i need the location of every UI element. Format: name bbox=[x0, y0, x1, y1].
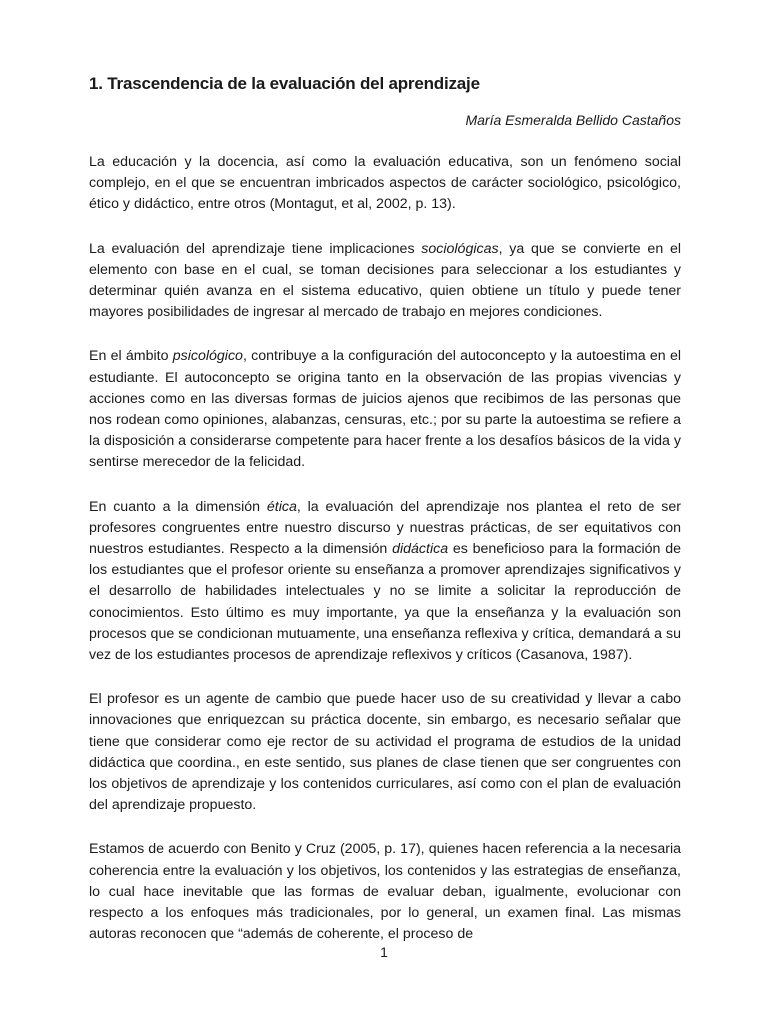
text-run: , ya que se convierte en el elemento con base en el cual, se toman decisiones para seleccionar a los estudiantes y determinar quién avanza en el sistema educativo, quien obtiene un título y puede tener mayores posibilidades de ingresar al mercado de trabajo en mejores condiciones. bbox=[89, 240, 681, 321]
italic-term: ética bbox=[266, 498, 297, 515]
italic-term: didáctica bbox=[392, 541, 449, 558]
body-paragraph bbox=[89, 239, 681, 324]
text-run: Estamos de acuerdo con Benito y Cruz (2005, p. 17), quienes hacen referencia a la necesaria coherencia entre la evaluación y los objetivos, los contenidos y las estrategias de enseñanza, lo cual hace inevitable que las formas de evaluar deban, igualmente, evolucionar con respecto a los enfoques más tradicionales, por lo general, un examen final. Las mismas autoras reconocen que “además de coherente, el proceso de bbox=[89, 841, 681, 943]
document-author: María Esmeralda Bellido Castaños bbox=[465, 112, 681, 128]
text-run: En el ámbito bbox=[89, 348, 173, 365]
document-title: 1. Trascendencia de la evaluación del aprendizaje bbox=[89, 74, 480, 93]
italic-term: psicológico bbox=[172, 348, 243, 365]
document-body bbox=[89, 152, 681, 946]
body-paragraph bbox=[89, 689, 681, 816]
text-run: La educación y la docencia, así como la evaluación educativa, son un fenómeno social complejo, en el que se encuentran imbricados aspectos de carácter sociológico, psicológico, ético y didáctico, entre otros (Montagut, et al, 2002, p. 13). bbox=[89, 154, 681, 213]
text-run: es beneficioso para la formación de los estudiantes que el profesor oriente su enseñanza a promover aprendizajes significativos y el desarrollo de habilidades intelectuales y no se limite a solicitar la reproducción de conocimientos. Esto último es muy importante, ya que la enseñanza y la evaluación son procesos que se condicionan mutuamente, una enseñanza reflexiva y crítica, demandará a su vez de los estudiantes procesos de aprendizaje reflexivos y críticos (Casanova, 1987). bbox=[89, 541, 681, 664]
text-run: El profesor es un agente de cambio que puede hacer uso de su creatividad y llevar a cabo innovaciones que enriquezcan su práctica docente, sin embargo, es necesario señalar que tiene que considerar como eje rector de su actividad el programa de estudios de la unidad didáctica que coordina., en este sentido, sus planes de clase tienen que ser congruentes con los objetivos de aprendizaje y los contenidos curriculares, así como con el plan de evaluación del aprendizaje propuesto. bbox=[89, 691, 681, 814]
body-paragraph bbox=[89, 839, 681, 945]
text-run: En cuanto a la dimensión bbox=[89, 498, 267, 515]
text-run: La evaluación del aprendizaje tiene implicaciones bbox=[89, 240, 422, 257]
text-run: , la evaluación del aprendizaje nos plantea el reto de ser profesores congruentes entre nuestro discurso y nuestras prácticas, de ser equitativos con nuestros estudiantes. Respecto a la dimensión bbox=[89, 498, 681, 558]
body-paragraph bbox=[89, 152, 681, 216]
document-page bbox=[89, 74, 681, 946]
text-run: , contribuye a la configuración del autoconcepto y la autoestima en el estudiante. El autoconcepto se origina tanto en la observación de las propias vivencias y acciones como en las diversas formas de juicios ajenos que recibimos de las personas que nos rodean como opiniones, alabanzas, censuras, etc.; por su parte la autoestima se refiere a la disposición a considerarse competente para hacer frente a los desafíos básicos de la vida y sentirse merecedor de la felicidad. bbox=[89, 348, 681, 471]
body-paragraph bbox=[89, 346, 681, 473]
body-paragraph bbox=[89, 497, 681, 667]
italic-term: sociológicas bbox=[421, 240, 499, 257]
page-number: 1 bbox=[380, 944, 388, 960]
